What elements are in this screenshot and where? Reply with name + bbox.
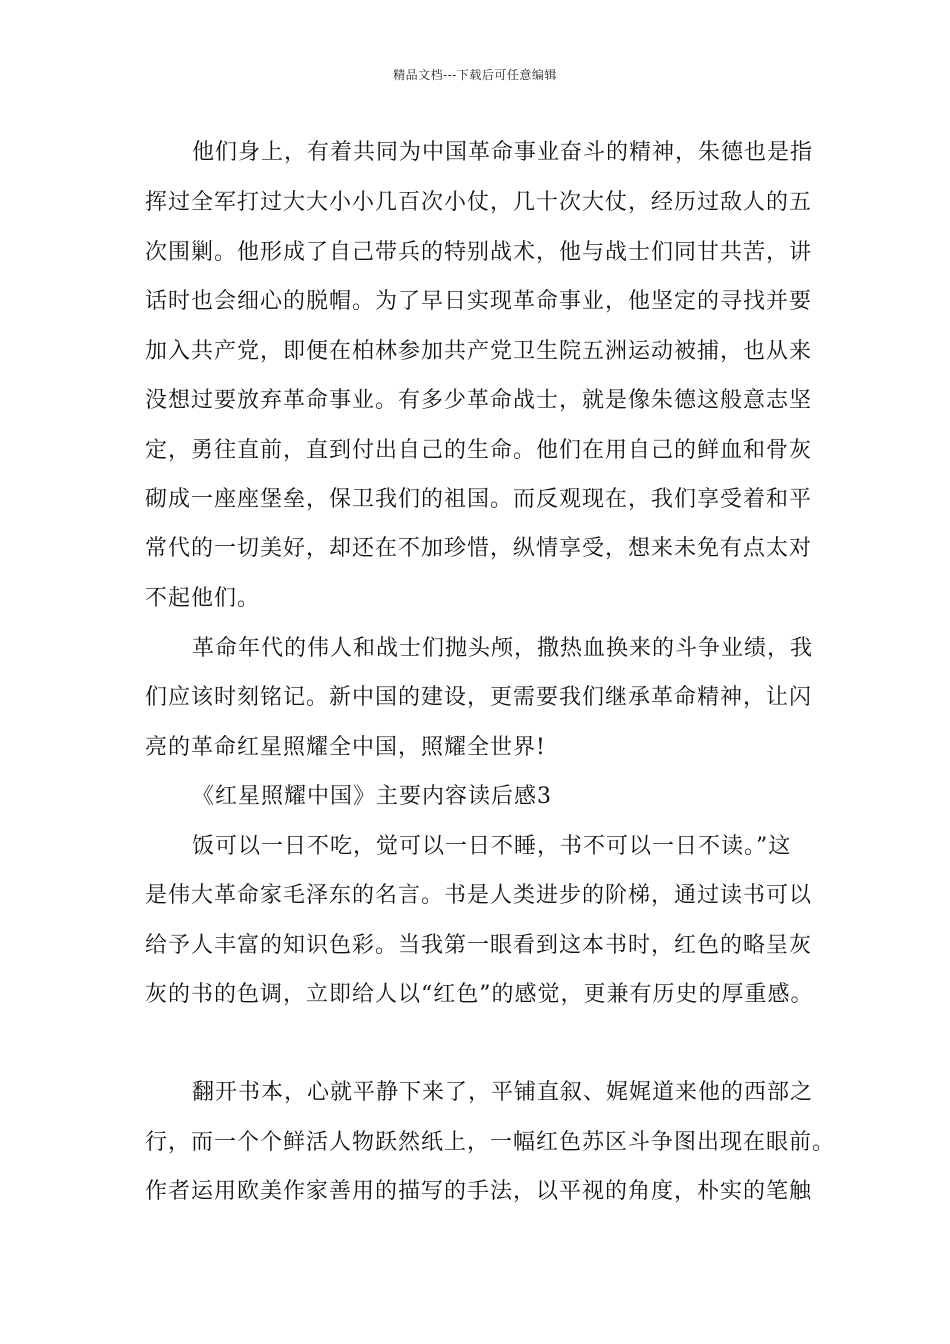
text-line: 作者运用欧美作家善用的描写的手法，以平视的角度，朴实的笔触	[145, 1179, 813, 1204]
text-line: 砌成一座座堡垒，保卫我们的祖国。而反观现在，我们享受着和平	[145, 487, 813, 512]
text-line: 革命年代的伟人和战士们抛头颅，撒热血换来的斗争业绩，我	[192, 636, 814, 661]
text-line: 们应该时刻铭记。新中国的建设，更需要我们继承革命精神，让闪	[145, 685, 813, 710]
text-line: 加入共产党，即便在柏林参加共产党卫生院五洲运动被捕，也从来	[145, 339, 813, 364]
text-line: 亮的革命红星照耀全中国，照耀全世界!	[145, 735, 546, 760]
text-line: 他们身上，有着共同为中国革命事业奋斗的精神，朱德也是指	[192, 140, 814, 165]
text-line: 行，而一个个鲜活人物跃然纸上，一幅红色苏区斗争图出现在眼前。	[145, 1130, 836, 1155]
text-line: 饭可以一日不吃，觉可以一日不睡，书不可以一日不读。”这	[192, 834, 792, 859]
page-header: 精品文档---下载后可任意编辑	[393, 68, 557, 82]
text-line: 没想过要放弃革命事业。有多少革命战士，就是像朱德这般意志坚	[145, 388, 813, 413]
section-heading: 《红星照耀中国》主要内容读后感3	[192, 784, 552, 809]
text-line: 常代的一切美好，却还在不加珍惜，纵情享受，想来未免有点太对	[145, 536, 813, 561]
text-line: 不起他们。	[145, 586, 261, 611]
text-line: 给予人丰富的知识色彩。当我第一眼看到这本书时，红色的略呈灰	[145, 933, 813, 958]
text-line: 挥过全军打过大大小小几百次小仗，几十次大仗，经历过敌人的五	[145, 190, 813, 215]
text-line: 话时也会细心的脱帽。为了早日实现革命事业，他坚定的寻找并要	[145, 289, 813, 314]
text-line: 灰的书的色调，立即给人以“红色”的感觉，更兼有历史的厚重感。	[145, 982, 814, 1007]
text-line: 次围剿。他形成了自己带兵的特别战术，他与战士们同甘共苦，讲	[145, 240, 813, 265]
text-line: 是伟大革命家毛泽东的名言。书是人类进步的阶梯，通过读书可以	[145, 883, 813, 908]
text-line: 翻开书本，心就平静下来了，平铺直叙、娓娓道来他的西部之	[192, 1080, 814, 1105]
text-line: 定，勇往直前，直到付出自己的生命。他们在用自己的鲜血和骨灰	[145, 438, 813, 463]
